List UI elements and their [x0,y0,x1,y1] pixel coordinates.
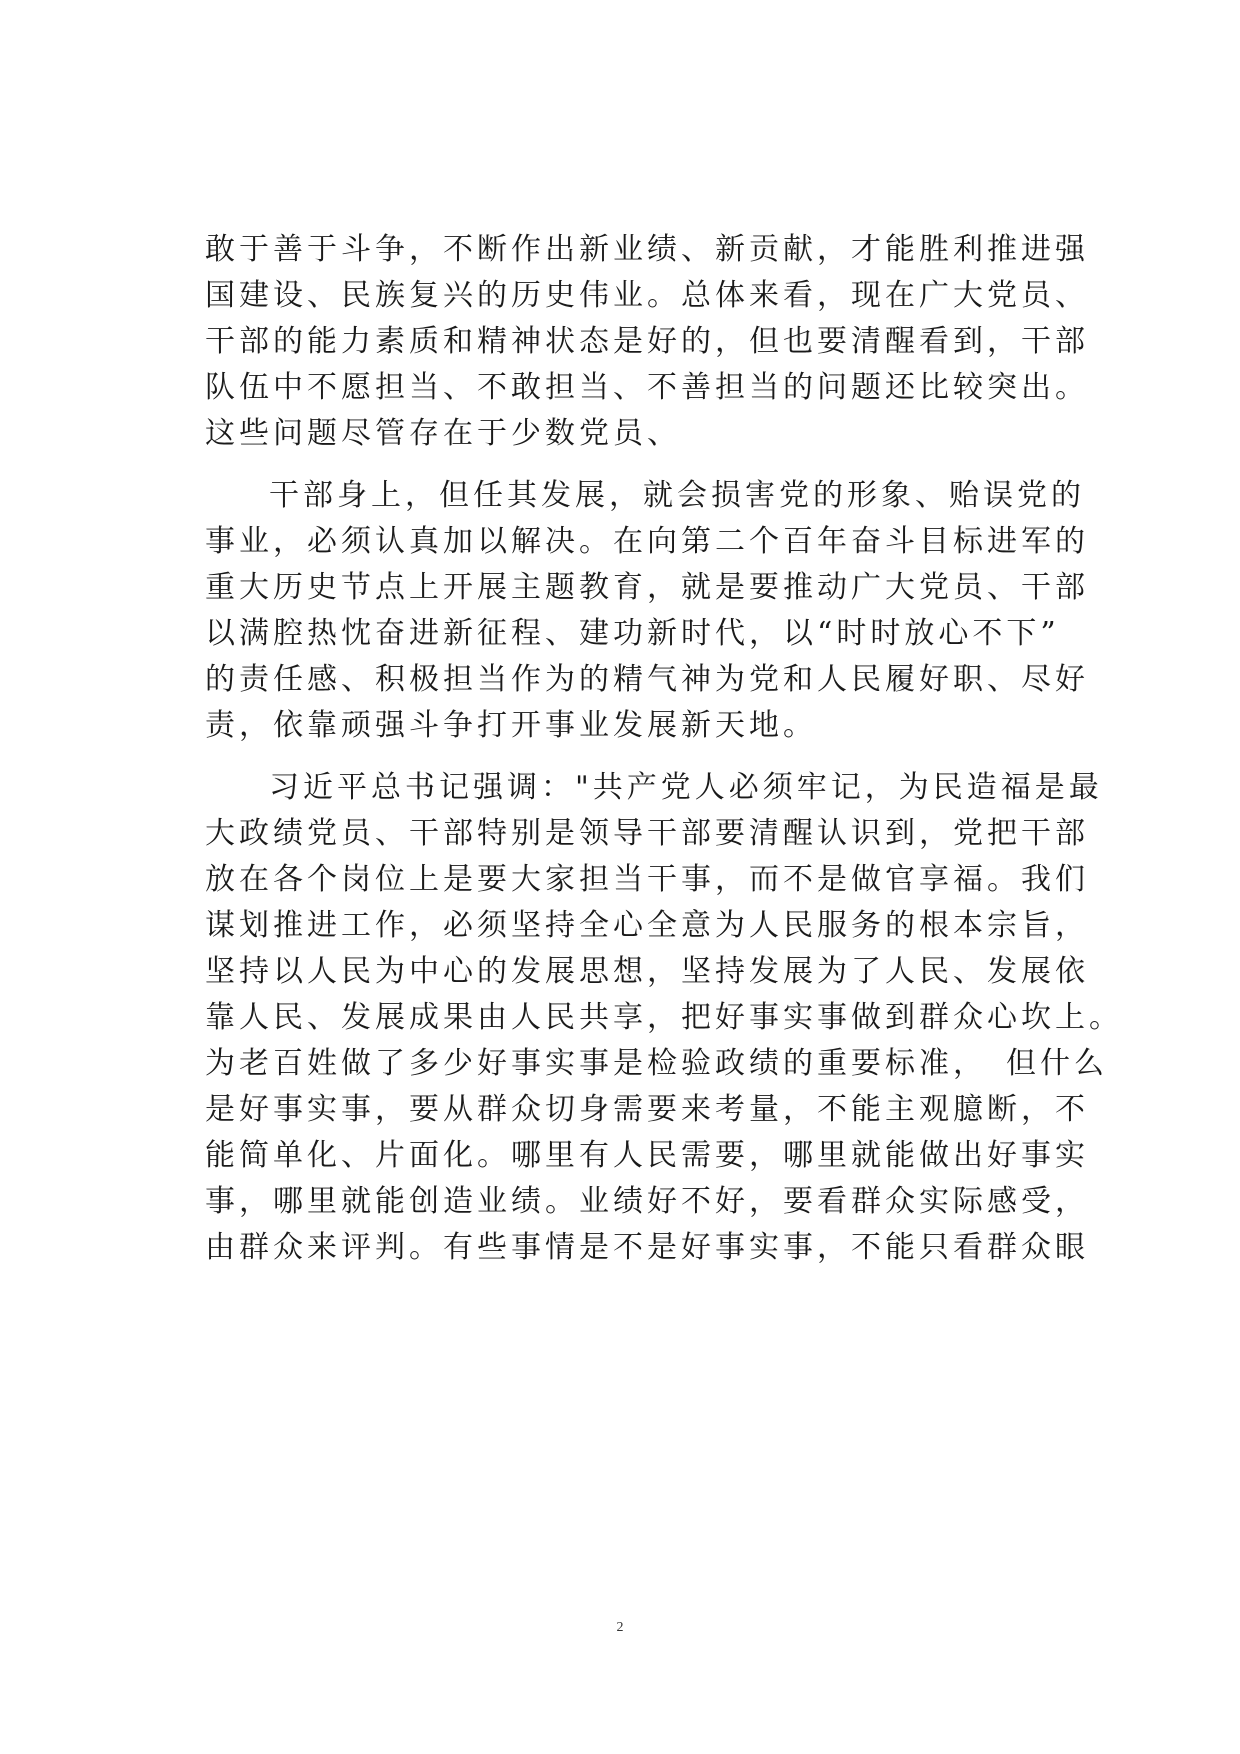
text-line: 为老百姓做了多少好事实事是检验政绩的重要标准， 但什么 [205,1046,1108,1081]
text-line: 大政绩党员、干部特别是领导干部要清醒认识到，党把干部 [205,816,1089,851]
text-line: 靠人民、发展成果由人民共享，把好事实事做到群众心坎上。 [205,1000,1123,1035]
text-line: 的责任感、积极担当作为的精气神为党和人民履好职、尽好 [205,662,1089,697]
text-line: 责，依靠顽强斗争打开事业发展新天地。 [205,708,817,743]
text-line: 是好事实事，要从群众切身需要来考量，不能主观臆断，不 [205,1092,1089,1127]
text-line: 由群众来评判。有些事情是不是好事实事，不能只看群众眼 [205,1230,1089,1265]
text-line: 干部身上，但任其发展，就会损害党的形象、贻误党的 [269,478,1085,513]
text-line: 队伍中不愿担当、不敢担当、不善担当的问题还比较突出。 [205,370,1089,405]
text-line: 事，哪里就能创造业绩。业绩好不好，要看群众实际感受， [205,1184,1089,1219]
paragraph-2 [205,473,1089,749]
text-line: 能简单化、片面化。哪里有人民需要，哪里就能做出好事实 [205,1138,1089,1173]
paragraph-gap [205,749,1065,765]
paragraph-1 [205,227,1089,457]
text-line: 坚持以人民为中心的发展思想，坚持发展为了人民、发展依 [205,954,1089,989]
text-line: 事业，必须认真加以解决。在向第二个百年奋斗目标进军的 [205,524,1089,559]
text-line: 干部的能力素质和精神状态是好的，但也要清醒看到，干部 [205,324,1089,359]
text-line: 重大历史节点上开展主题教育，就是要推动广大党员、干部 [205,570,1089,605]
paragraph-gap [205,457,1065,473]
text-line: 谋划推进工作，必须坚持全心全意为人民服务的根本宗旨， [205,908,1089,943]
text-line: 以满腔热忱奋进新征程、建功新时代，以“时时放心不下” [205,616,1060,651]
body-text [205,227,1123,1271]
paragraph-3 [205,765,1123,1271]
text-line: 敢于善于斗争，不断作出新业绩、新贡献，才能胜利推进强 [205,232,1089,267]
text-line: 这些问题尽管存在于少数党员、 [205,416,681,451]
text-line: 国建设、民族复兴的历史伟业。总体来看，现在广大党员、 [205,278,1089,313]
page-number: 2 [616,1620,624,1635]
text-line: 习近平总书记强调："共产党人必须牢记，为民造福是最 [269,770,1103,805]
text-line: 放在各个岗位上是要大家担当干事，而不是做官享福。我们 [205,862,1089,897]
